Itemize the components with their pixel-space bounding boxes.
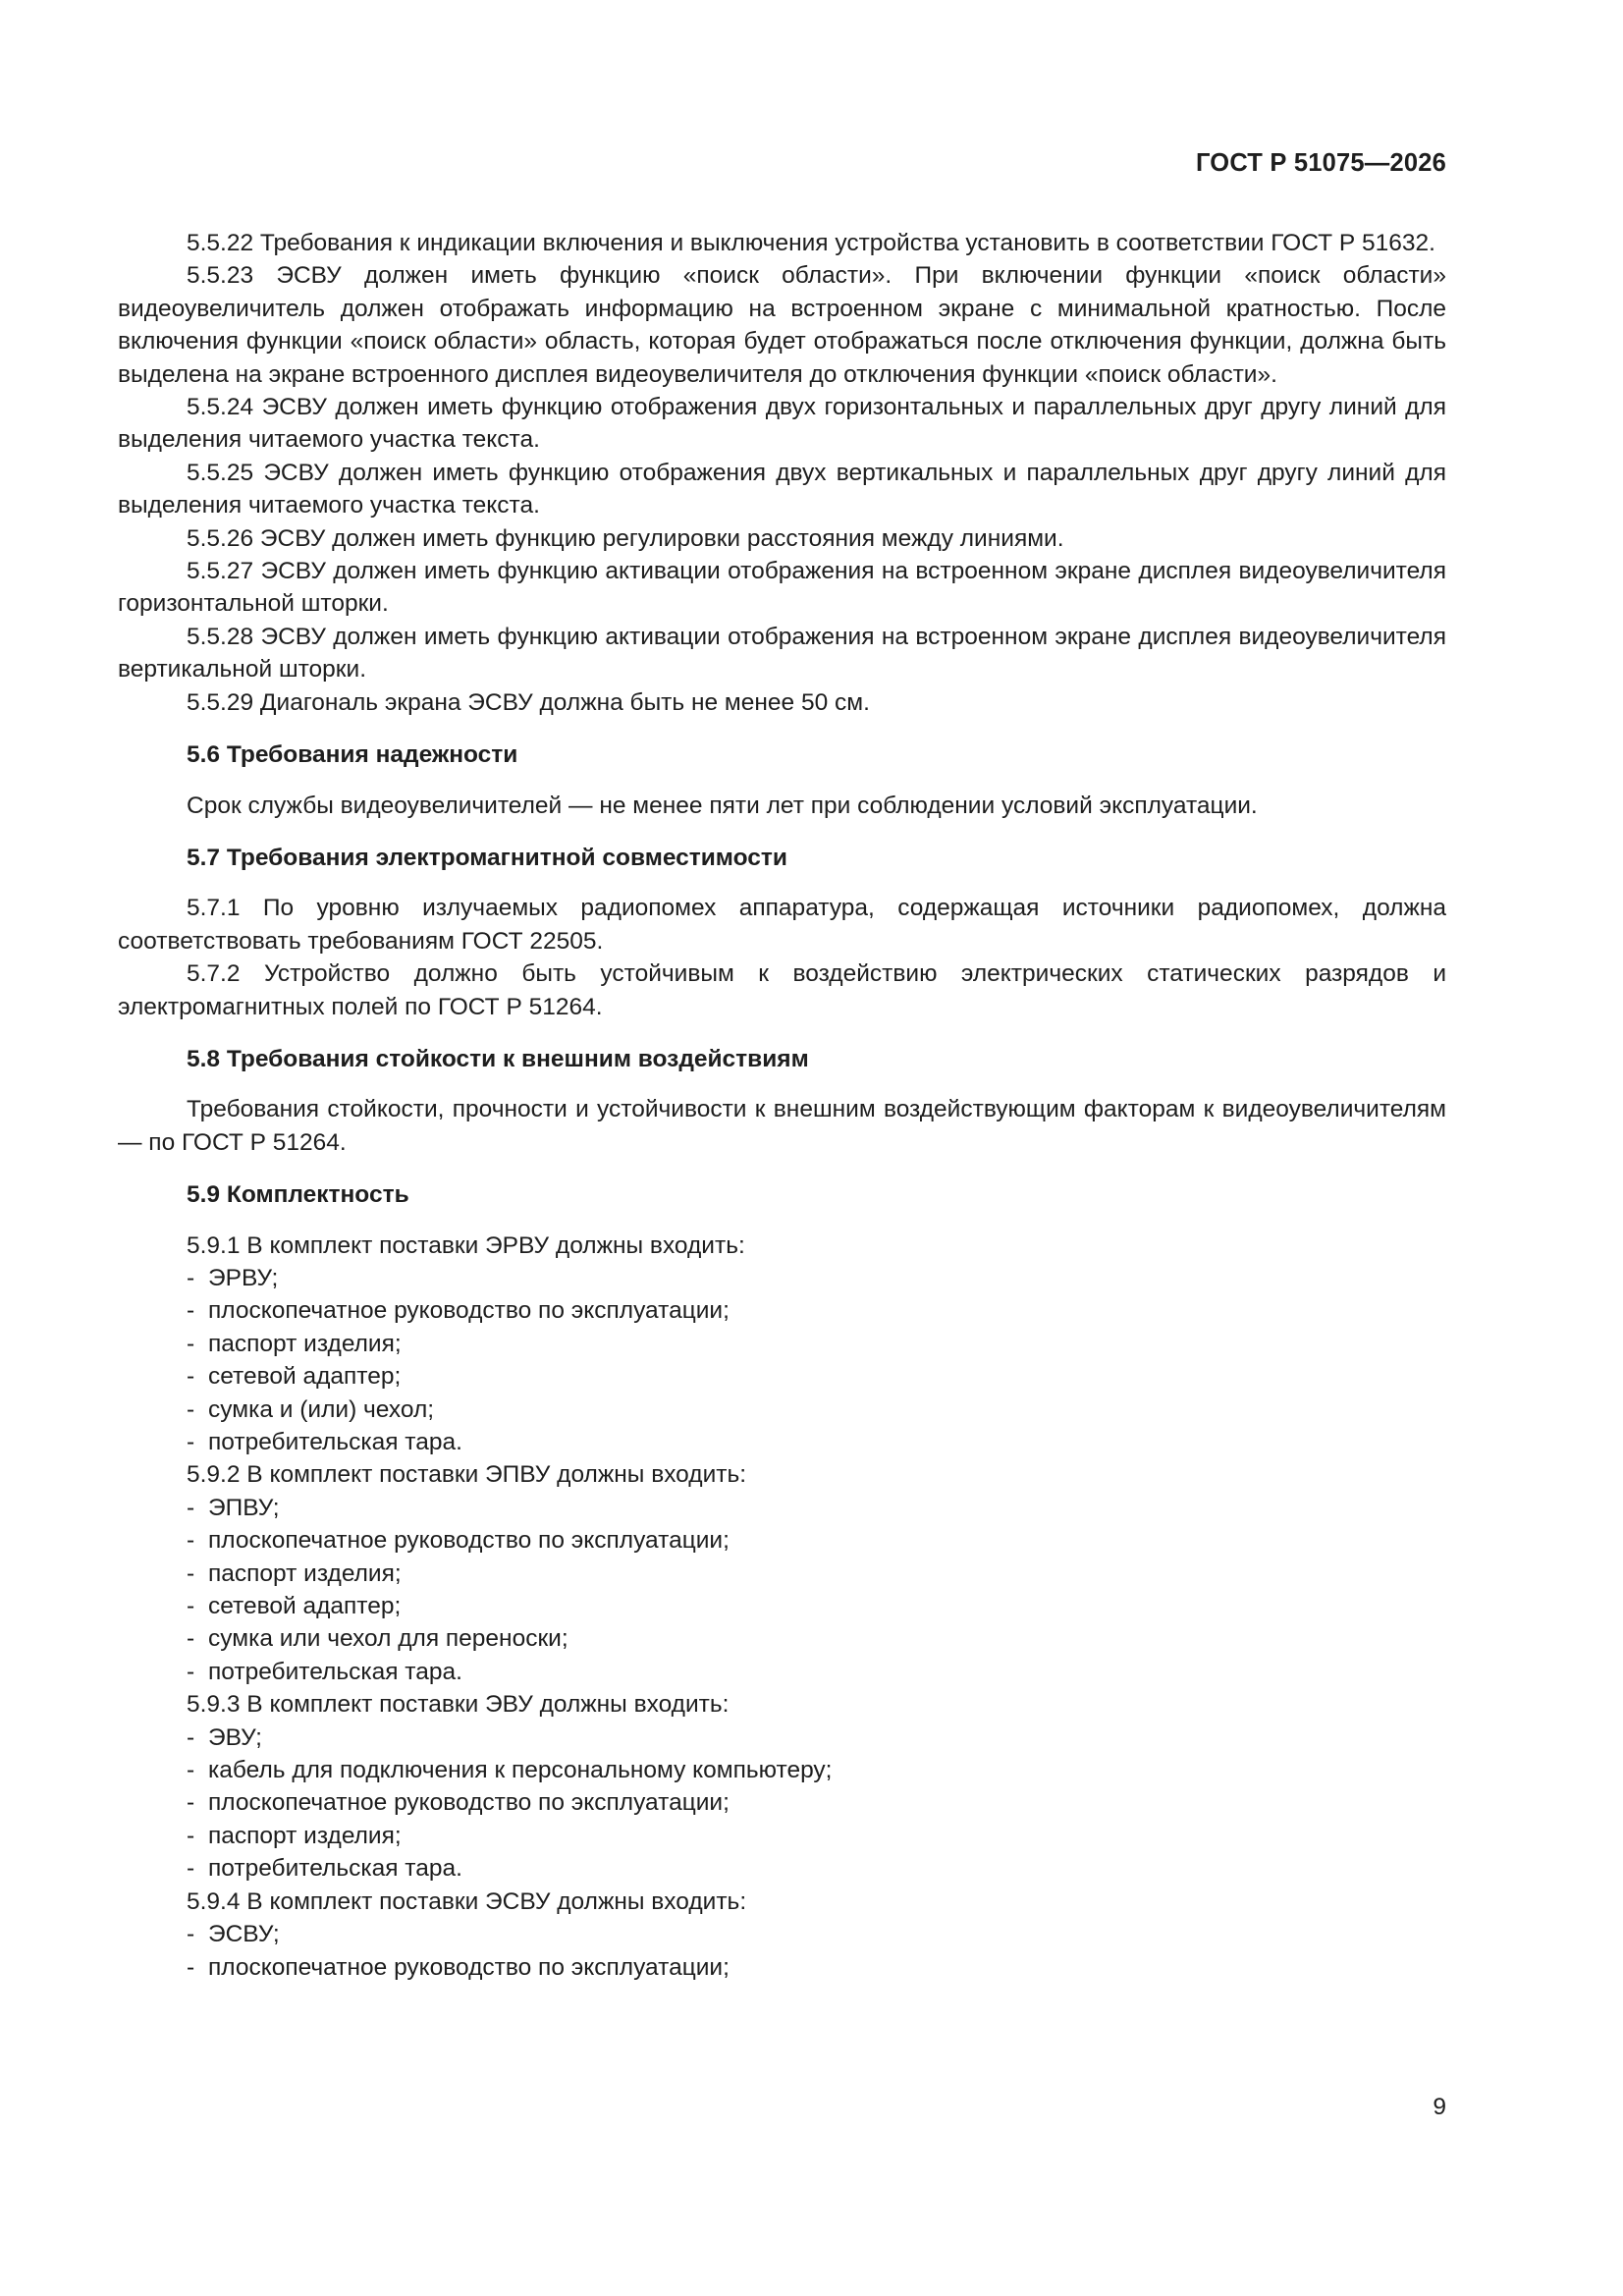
list-item: - кабель для подключения к персональному компьютеру; [187, 1757, 833, 1784]
list-item: - плоскопечатное руководство по эксплуатации; [187, 1297, 730, 1325]
section-heading-5-6: 5.6 Требования надежности [187, 741, 518, 769]
section-heading-5-7: 5.7 Требования электромагнитной совместимости [187, 844, 787, 871]
list-item: - потребительская тара. [187, 1429, 462, 1455]
clause-5-5-26: 5.5.26 ЭСВУ должен иметь функцию регулировки расстояния между линиями. [187, 524, 1064, 552]
list-item: - ЭРВУ; [187, 1264, 279, 1291]
list-item: - плоскопечатное руководство по эксплуатации; [187, 1789, 730, 1817]
list-item: - паспорт изделия; [187, 1559, 402, 1587]
list-item: - сумка или чехол для переноски; [187, 1625, 568, 1653]
kit-list-5-9-3 [118, 1688, 1446, 1885]
clause-5-5-29: 5.5.29 Диагональ экрана ЭСВУ должна быть не менее 50 см. [187, 688, 870, 716]
list-item: - ЭПВУ; [187, 1494, 280, 1521]
list-item: - паспорт изделия; [187, 1330, 402, 1357]
clause-5-7-1: 5.7.1 По уровню излучаемых радиопомех аппаратура, содержащая источники радиопомех, должна соответствовать требованиям ГОСТ 22505. [118, 895, 1446, 955]
kit-list-5-9-2 [118, 1458, 1446, 1688]
section-heading-5-8: 5.8 Требования стойкости к внешним воздействиям [187, 1045, 809, 1072]
kit-list-intro: 5.9.2 В комплект поставки ЭПВУ должны входить: [187, 1461, 747, 1489]
document-body [118, 227, 1446, 1984]
list-item: - паспорт изделия; [187, 1822, 402, 1849]
list-item: - потребительская тара. [187, 1658, 462, 1685]
section-heading-5-9: 5.9 Комплектность [187, 1181, 409, 1209]
clause-5-5-28: 5.5.28 ЭСВУ должен иметь функцию активации отображения на встроенном экране дисплея видеоувеличителя вертикальной шторки. [118, 623, 1446, 683]
clause-5-7-2: 5.7.2 Устройство должно быть устойчивым к воздействию электрических статических разрядов и электромагнитных полей по ГОСТ Р 51264. [118, 960, 1446, 1020]
kit-list-5-9-4 [118, 1886, 1446, 1984]
document-code-header: ГОСТ Р 51075—2026 [1195, 149, 1446, 177]
kit-list-intro: 5.9.4 В комплект поставки ЭСВУ должны входить: [187, 1887, 747, 1915]
kit-list-intro: 5.9.3 В комплект поставки ЭВУ должны входить: [187, 1691, 730, 1719]
list-item: - плоскопечатное руководство по эксплуатации; [187, 1953, 730, 1981]
kit-list-5-9-1 [118, 1230, 1446, 1459]
list-item: - сетевой адаптер; [187, 1363, 402, 1391]
clause-5-5-27: 5.5.27 ЭСВУ должен иметь функцию активации отображения на встроенном экране дисплея видеоувеличителя горизонтальной шторки. [118, 558, 1446, 618]
clause-5-8-text: Требования стойкости, прочности и устойчивости к внешним воздействующим факторам к видеоувеличителям — по ГОСТ Р 51264. [118, 1096, 1446, 1156]
page-number: 9 [1433, 2094, 1446, 2120]
list-item: - сетевой адаптер; [187, 1593, 402, 1620]
list-item: - сумка и (или) чехол; [187, 1395, 435, 1423]
clause-5-6-text: Срок службы видеоувеличителей — не менее пяти лет при соблюдении условий эксплуатации. [187, 792, 1258, 819]
clause-5-5-25: 5.5.25 ЭСВУ должен иметь функцию отображения двух вертикальных и параллельных друг другу линий для выделения читаемого участка текста. [118, 459, 1446, 519]
list-item: - потребительская тара. [187, 1855, 462, 1883]
list-item: - ЭВУ; [187, 1723, 262, 1751]
list-item: - ЭСВУ; [187, 1921, 280, 1948]
kit-list-intro: 5.9.1 В комплект поставки ЭРВУ должны входить: [187, 1231, 745, 1259]
clause-5-5-23: 5.5.23 ЭСВУ должен иметь функцию «поиск области». При включении функции «поиск области» видеоувеличитель должен отображать информацию на встроенном экране с минимальной кратностью. После включения функции «поиск области» область, которая будет отображаться после отключения функции, должна быть выделена на экране встроенного дисплея видеоувеличителя до отключения функции «поиск области». [118, 262, 1446, 388]
clause-5-5-22: 5.5.22 Требования к индикации включения и выключения устройства установить в соответствии ГОСТ Р 51632. [187, 230, 1435, 256]
list-item: - плоскопечатное руководство по эксплуатации; [187, 1527, 730, 1555]
clause-5-5-24: 5.5.24 ЭСВУ должен иметь функцию отображения двух горизонтальных и параллельных друг другу линий для выделения читаемого участка текста. [118, 394, 1446, 454]
